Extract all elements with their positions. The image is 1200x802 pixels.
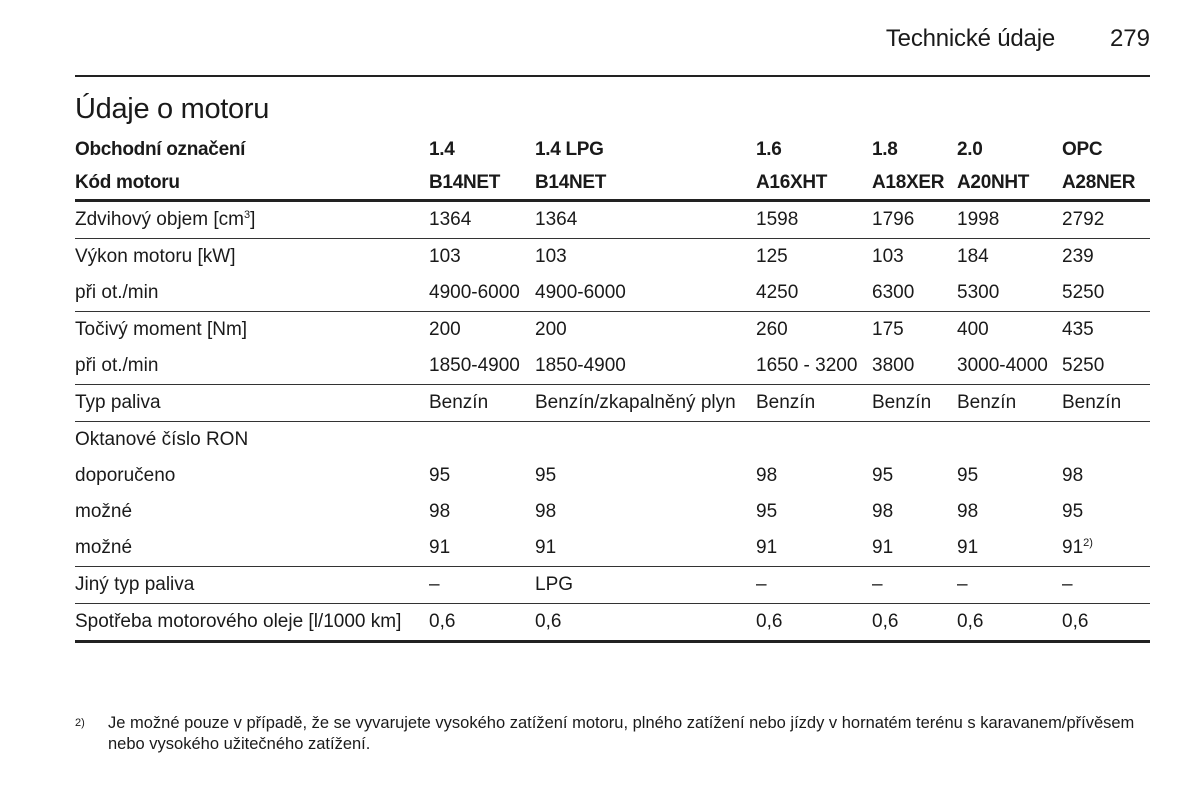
footnote-reference: 2) bbox=[1083, 537, 1093, 549]
value-cell bbox=[872, 458, 957, 494]
row-label-cell bbox=[75, 494, 429, 530]
table-row bbox=[75, 201, 1150, 239]
header-cell: A20NHT bbox=[957, 167, 1062, 201]
cell-value: 200 bbox=[535, 319, 567, 340]
cell-value: 0,6 bbox=[535, 611, 562, 632]
row-label-cell bbox=[75, 458, 429, 494]
cell-value: 400 bbox=[957, 319, 989, 340]
value-cell bbox=[1062, 422, 1150, 459]
value-cell bbox=[535, 494, 756, 530]
row-label-cell bbox=[75, 567, 429, 604]
value-cell bbox=[1062, 275, 1150, 312]
value-cell bbox=[1062, 348, 1150, 385]
value-cell bbox=[957, 275, 1062, 312]
cell-value: 95 bbox=[1062, 501, 1084, 522]
footnote bbox=[75, 713, 1150, 755]
cell-value: 95 bbox=[535, 465, 557, 486]
value-cell bbox=[872, 604, 957, 642]
table-row bbox=[75, 275, 1150, 312]
cell-value: 95 bbox=[957, 465, 979, 486]
cell-value: 239 bbox=[1062, 246, 1094, 267]
table-row bbox=[75, 312, 1150, 349]
value-cell bbox=[872, 239, 957, 276]
value-cell bbox=[957, 239, 1062, 276]
row-label-cell bbox=[75, 530, 429, 567]
cell-value: 260 bbox=[756, 319, 788, 340]
cell-value: 98 bbox=[957, 501, 979, 522]
cell-value: 1998 bbox=[957, 209, 1000, 230]
table-row bbox=[75, 385, 1150, 422]
row-label: Spotřeba motorového oleje [l/1000 km] bbox=[75, 611, 402, 632]
cell-value: 91 bbox=[957, 537, 979, 558]
cell-value: 98 bbox=[872, 501, 894, 522]
row-label: Jiný typ paliva bbox=[75, 574, 195, 595]
cell-value: Benzín/zkapalněný plyn bbox=[535, 392, 736, 413]
header-cell: OPC bbox=[1062, 139, 1103, 160]
cell-value: 91 bbox=[429, 537, 451, 558]
row-label: možné bbox=[75, 537, 133, 558]
cell-value: 91 bbox=[535, 537, 557, 558]
value-cell bbox=[429, 201, 535, 239]
row-label-cell bbox=[75, 604, 429, 642]
unit-superscript: 3 bbox=[243, 209, 251, 221]
table-row bbox=[75, 494, 1150, 530]
cell-value: 1598 bbox=[756, 209, 799, 230]
value-cell bbox=[957, 201, 1062, 239]
cell-value: 0,6 bbox=[1062, 611, 1089, 632]
cell-value: 1796 bbox=[872, 209, 915, 230]
row-label: Zdvihový objem [cm bbox=[75, 209, 244, 230]
cell-value: 3800 bbox=[872, 355, 915, 376]
row-label-cell bbox=[75, 422, 429, 459]
value-cell bbox=[872, 201, 957, 239]
cell-value: 4900-6000 bbox=[429, 282, 520, 303]
table-row bbox=[75, 604, 1150, 642]
cell-value: 4900-6000 bbox=[535, 282, 626, 303]
header-cell: B14NET bbox=[429, 167, 535, 201]
value-cell bbox=[429, 239, 535, 276]
cell-value: Benzín bbox=[429, 392, 489, 413]
cell-value: 91 bbox=[756, 537, 778, 558]
cell-value: 103 bbox=[872, 246, 904, 267]
cell-value: 103 bbox=[535, 246, 567, 267]
cell-value: 0,6 bbox=[872, 611, 899, 632]
row-label: při ot./min bbox=[75, 282, 159, 303]
table-row bbox=[75, 422, 1150, 459]
value-cell bbox=[957, 530, 1062, 567]
value-cell bbox=[872, 312, 957, 349]
cell-value: 0,6 bbox=[429, 611, 456, 632]
cell-value: 4250 bbox=[756, 282, 799, 303]
row-label-cell bbox=[75, 275, 429, 312]
value-cell bbox=[756, 604, 872, 642]
value-cell bbox=[756, 385, 872, 422]
cell-value: 2792 bbox=[1062, 209, 1105, 230]
cell-value: – bbox=[872, 574, 883, 595]
value-cell bbox=[872, 567, 957, 604]
table-row bbox=[75, 530, 1150, 567]
cell-value: 435 bbox=[1062, 319, 1094, 340]
value-cell bbox=[957, 385, 1062, 422]
header-label-cell: Obchodní označení bbox=[75, 139, 246, 160]
page-number: 279 bbox=[1109, 25, 1150, 52]
cell-value: Benzín bbox=[872, 392, 932, 413]
cell-value: 175 bbox=[872, 319, 904, 340]
value-cell bbox=[1062, 312, 1150, 349]
value-cell bbox=[957, 604, 1062, 642]
value-cell bbox=[1062, 604, 1150, 642]
row-label: při ot./min bbox=[75, 355, 159, 376]
cell-value: 98 bbox=[756, 465, 778, 486]
value-cell bbox=[756, 239, 872, 276]
cell-value: 95 bbox=[872, 465, 894, 486]
value-cell bbox=[872, 275, 957, 312]
cell-value: Benzín bbox=[957, 392, 1017, 413]
cell-value: 184 bbox=[957, 246, 989, 267]
value-cell bbox=[535, 312, 756, 349]
row-label: Typ paliva bbox=[75, 392, 161, 413]
value-cell bbox=[535, 275, 756, 312]
footnote-text: Je možné pouze v případě, že se vyvarujete vysokého zatížení motoru, plného zatížení nebo jízdy v hornatém terénu s karavanem/přívěsem nebo vysokého užitečného zatížení. bbox=[108, 714, 1135, 753]
table-row bbox=[75, 348, 1150, 385]
row-label: možné bbox=[75, 501, 133, 522]
row-label-cell bbox=[75, 239, 429, 276]
cell-value: – bbox=[957, 574, 968, 595]
table-row bbox=[75, 239, 1150, 276]
value-cell bbox=[535, 239, 756, 276]
cell-value: – bbox=[1062, 574, 1073, 595]
cell-value: Benzín bbox=[1062, 392, 1122, 413]
cell-value: 200 bbox=[429, 319, 461, 340]
cell-value: 5250 bbox=[1062, 282, 1105, 303]
engine-data-table bbox=[75, 133, 1150, 643]
value-cell bbox=[429, 530, 535, 567]
value-cell bbox=[1062, 567, 1150, 604]
row-label-cell bbox=[75, 385, 429, 422]
header-cell: B14NET bbox=[535, 167, 756, 201]
value-cell bbox=[756, 458, 872, 494]
row-label-cell bbox=[75, 348, 429, 385]
cell-value: 1650 - 3200 bbox=[756, 355, 858, 376]
header-title: Technické údaje bbox=[885, 25, 1055, 52]
cell-value: 95 bbox=[756, 501, 778, 522]
value-cell bbox=[535, 604, 756, 642]
header-cell: 2.0 bbox=[957, 139, 983, 160]
value-cell bbox=[1062, 201, 1150, 239]
header-cell: 1.4 LPG bbox=[535, 139, 604, 160]
cell-value: 98 bbox=[1062, 465, 1084, 486]
cell-value: 95 bbox=[429, 465, 451, 486]
cell-value: 103 bbox=[429, 246, 461, 267]
cell-value: 1850-4900 bbox=[535, 355, 626, 376]
table-header bbox=[75, 133, 1150, 201]
value-cell bbox=[872, 422, 957, 459]
header-cell: 1.8 bbox=[872, 139, 898, 160]
value-cell bbox=[535, 201, 756, 239]
value-cell bbox=[535, 422, 756, 459]
value-cell bbox=[429, 348, 535, 385]
table-header-row bbox=[75, 133, 1150, 167]
value-cell bbox=[872, 494, 957, 530]
header-divider bbox=[75, 75, 1150, 77]
value-cell bbox=[756, 348, 872, 385]
label-suffix: ] bbox=[250, 209, 256, 230]
value-cell bbox=[429, 567, 535, 604]
value-cell bbox=[756, 422, 872, 459]
value-cell bbox=[429, 494, 535, 530]
table-row bbox=[75, 567, 1150, 604]
cell-value: – bbox=[429, 574, 440, 595]
value-cell bbox=[1062, 494, 1150, 530]
header-cell: 1.6 bbox=[756, 139, 782, 160]
row-label-cell bbox=[75, 312, 429, 349]
cell-value: 6300 bbox=[872, 282, 915, 303]
header-cell: A16XHT bbox=[756, 167, 872, 201]
cell-value: 1364 bbox=[535, 209, 578, 230]
value-cell bbox=[429, 312, 535, 349]
value-cell bbox=[756, 275, 872, 312]
value-cell bbox=[429, 458, 535, 494]
value-cell bbox=[957, 567, 1062, 604]
value-cell bbox=[756, 312, 872, 349]
value-cell bbox=[1062, 458, 1150, 494]
cell-value: 5250 bbox=[1062, 355, 1105, 376]
cell-value: 125 bbox=[756, 246, 788, 267]
value-cell bbox=[756, 567, 872, 604]
value-cell bbox=[429, 604, 535, 642]
value-cell bbox=[535, 385, 756, 422]
value-cell bbox=[535, 567, 756, 604]
value-cell bbox=[429, 422, 535, 459]
value-cell bbox=[1062, 530, 1150, 567]
cell-value: Benzín bbox=[756, 392, 816, 413]
row-label: Oktanové číslo RON bbox=[75, 429, 249, 450]
value-cell bbox=[756, 494, 872, 530]
value-cell bbox=[756, 530, 872, 567]
value-cell bbox=[957, 458, 1062, 494]
value-cell bbox=[872, 385, 957, 422]
cell-value: LPG bbox=[535, 574, 574, 595]
value-cell bbox=[535, 348, 756, 385]
cell-value: 91 bbox=[1062, 537, 1084, 558]
row-label: Točivý moment [Nm] bbox=[75, 319, 248, 340]
value-cell bbox=[1062, 239, 1150, 276]
header-cell: A18XER bbox=[872, 167, 957, 201]
value-cell bbox=[756, 201, 872, 239]
value-cell bbox=[429, 275, 535, 312]
row-label: Výkon motoru [kW] bbox=[75, 246, 236, 267]
header-cell: A28NER bbox=[1062, 167, 1150, 201]
value-cell bbox=[429, 385, 535, 422]
table-header-row bbox=[75, 167, 1150, 201]
table-row bbox=[75, 458, 1150, 494]
cell-value: 91 bbox=[872, 537, 894, 558]
value-cell bbox=[957, 494, 1062, 530]
section-title: Údaje o motoru bbox=[75, 93, 270, 125]
cell-value: 0,6 bbox=[756, 611, 783, 632]
value-cell bbox=[535, 458, 756, 494]
header-cell: 1.4 bbox=[429, 139, 455, 160]
cell-value: – bbox=[756, 574, 767, 595]
row-label: doporučeno bbox=[75, 465, 176, 486]
cell-value: 1850-4900 bbox=[429, 355, 520, 376]
value-cell bbox=[1062, 385, 1150, 422]
cell-value: 98 bbox=[535, 501, 557, 522]
value-cell bbox=[957, 348, 1062, 385]
table-body bbox=[75, 201, 1150, 642]
cell-value: 0,6 bbox=[957, 611, 984, 632]
footnote-mark: 2) bbox=[75, 717, 85, 729]
header-label-cell: Kód motoru bbox=[75, 167, 429, 201]
value-cell bbox=[957, 422, 1062, 459]
cell-value: 98 bbox=[429, 501, 451, 522]
cell-value: 1364 bbox=[429, 209, 472, 230]
row-label-cell bbox=[75, 201, 429, 239]
page-header bbox=[75, 22, 1150, 58]
value-cell bbox=[535, 530, 756, 567]
cell-value: 5300 bbox=[957, 282, 1000, 303]
value-cell bbox=[872, 530, 957, 567]
value-cell bbox=[872, 348, 957, 385]
value-cell bbox=[957, 312, 1062, 349]
cell-value: 3000-4000 bbox=[957, 355, 1048, 376]
